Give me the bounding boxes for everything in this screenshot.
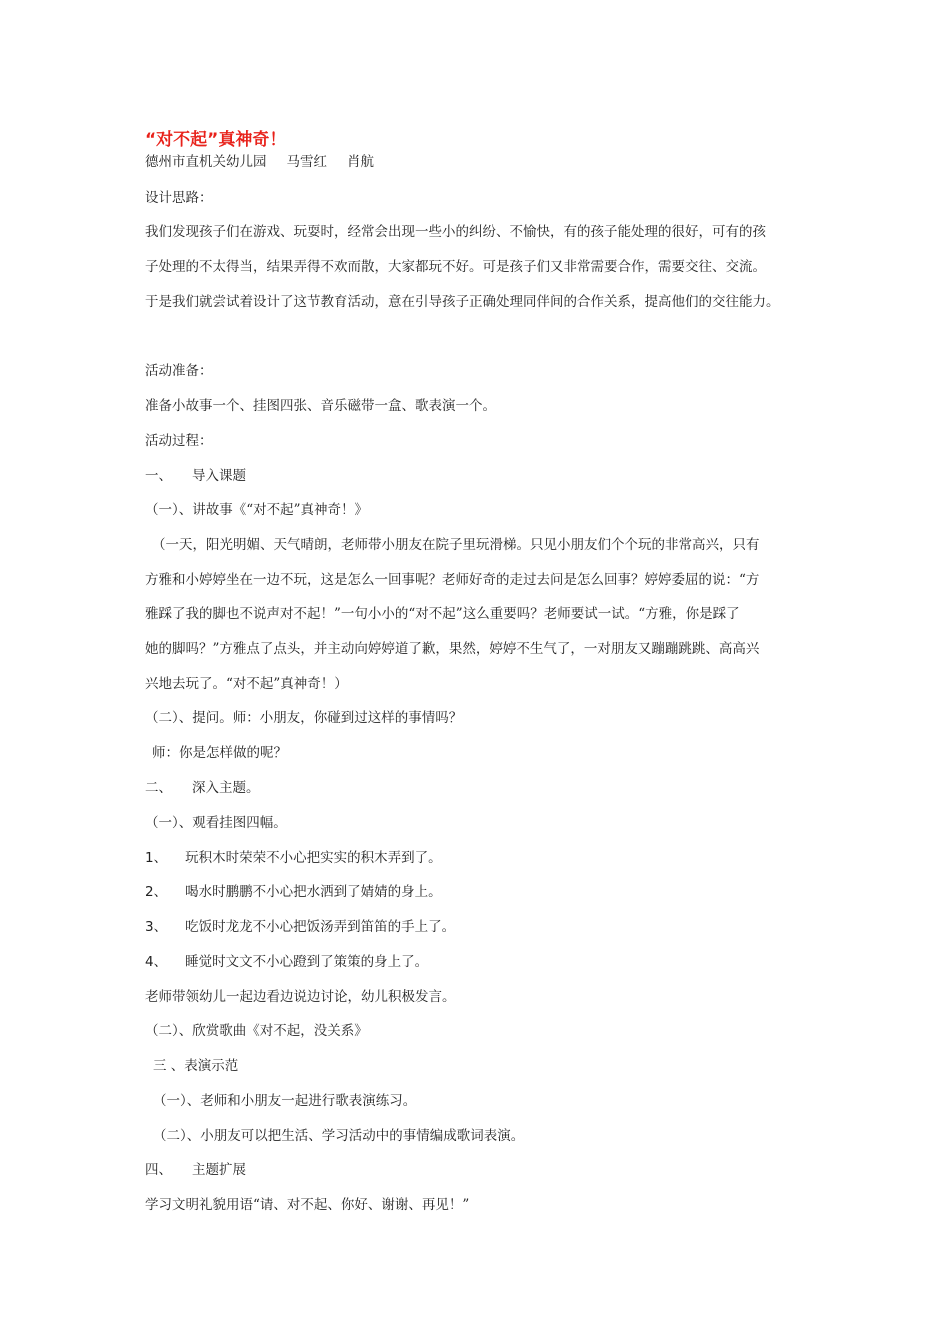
section-title: 主题扩展	[192, 1162, 246, 1178]
list-item	[145, 917, 455, 937]
list-text: 喝水时鹏鹏不小心把水洒到了婧婧的身上。	[185, 884, 442, 900]
subsection-line: （二）、小朋友可以把生活、学习活动中的事情编成歌词表演。	[153, 1128, 525, 1144]
section-number: 一、	[145, 468, 172, 484]
discussion-line: 老师带领幼儿一起边看边说边讨论，幼儿积极发言。	[145, 989, 456, 1005]
list-text: 吃饭时龙龙不小心把饭汤弄到笛笛的手上了。	[185, 919, 456, 935]
prep-heading: 活动准备：	[145, 363, 213, 379]
list-item	[145, 882, 442, 902]
design-paragraph-line: 我们发现孩子们在游戏、玩耍时，经常会出现一些小的纠纷、不愉快，有的孩子能处理的很好，可有的孩	[145, 224, 766, 240]
section-heading	[145, 466, 246, 486]
author-name: 肖航	[347, 154, 374, 170]
section-number: 二、	[145, 780, 172, 796]
section-title: 导入课题	[192, 468, 246, 484]
author-org: 德州市直机关幼儿园	[145, 154, 267, 170]
subsection-line: （二）、欣赏歌曲《对不起，没关系》	[145, 1023, 368, 1039]
document-title: “对不起”真神奇！	[145, 130, 287, 150]
list-number: 4、	[145, 954, 168, 970]
section-heading: 三 、表演示范	[153, 1058, 239, 1074]
story-line: 兴地去玩了。“对不起”真神奇！）	[145, 676, 348, 692]
story-line: 雅踩了我的脚也不说声对不起！”一句小小的“对不起”这么重要吗？老师要试一试。“方雅，你是踩了	[145, 606, 740, 622]
design-heading: 设计思路：	[145, 190, 213, 206]
section-heading	[145, 1160, 246, 1180]
closing-line: 学习文明礼貌用语“请、对不起、你好、谢谢、再见！”	[145, 1197, 470, 1213]
design-paragraph-line: 子处理的不太得当，结果弄得不欢而散，大家都玩不好。可是孩子们又非常需要合作，需要交往、交流。	[145, 259, 766, 275]
subsection-line: （二）、提问。师：小朋友，你碰到过这样的事情吗？	[145, 710, 463, 726]
author-line	[145, 152, 374, 172]
author-name: 马雪红	[286, 154, 327, 170]
list-number: 3、	[145, 919, 168, 935]
list-text: 玩积木时荣荣不小心把实实的积木弄到了。	[185, 850, 442, 866]
list-number: 2、	[145, 884, 168, 900]
design-paragraph-line: 于是我们就尝试着设计了这节教育活动，意在引导孩子正确处理同伴间的合作关系，提高他们的交往能力。	[145, 294, 780, 310]
list-number: 1、	[145, 850, 168, 866]
subsection-line: （一）、观看挂图四幅。	[145, 815, 287, 831]
story-line: 她的脚吗？”方雅点了点头，并主动向婷婷道了歉，果然，婷婷不生气了，一对朋友又蹦蹦跳跳、高高兴	[145, 641, 760, 657]
prep-text: 准备小故事一个、挂图四张、音乐磁带一盒、歌表演一个。	[145, 398, 496, 414]
subsection-line: （一）、老师和小朋友一起进行歌表演练习。	[153, 1093, 417, 1109]
list-item	[145, 952, 428, 972]
section-title: 深入主题。	[192, 780, 260, 796]
subsection-line: 师：你是怎样做的呢？	[152, 745, 287, 761]
list-text: 睡觉时文文不小心蹬到了策策的身上了。	[185, 954, 429, 970]
story-line: （一天，阳光明媚、天气晴朗，老师带小朋友在院子里玩滑梯。只见小朋友们个个玩的非常高兴，只有	[152, 537, 760, 553]
process-heading: 活动过程：	[145, 433, 213, 449]
section-number: 四、	[145, 1162, 172, 1178]
story-line: 方雅和小婷婷坐在一边不玩，这是怎么一回事呢？老师好奇的走过去问是怎么回事？婷婷委屈的说：“方	[145, 572, 760, 588]
list-item	[145, 848, 442, 868]
section-heading	[145, 778, 260, 798]
subsection-line: （一）、讲故事《“对不起”真神奇！》	[145, 502, 369, 518]
